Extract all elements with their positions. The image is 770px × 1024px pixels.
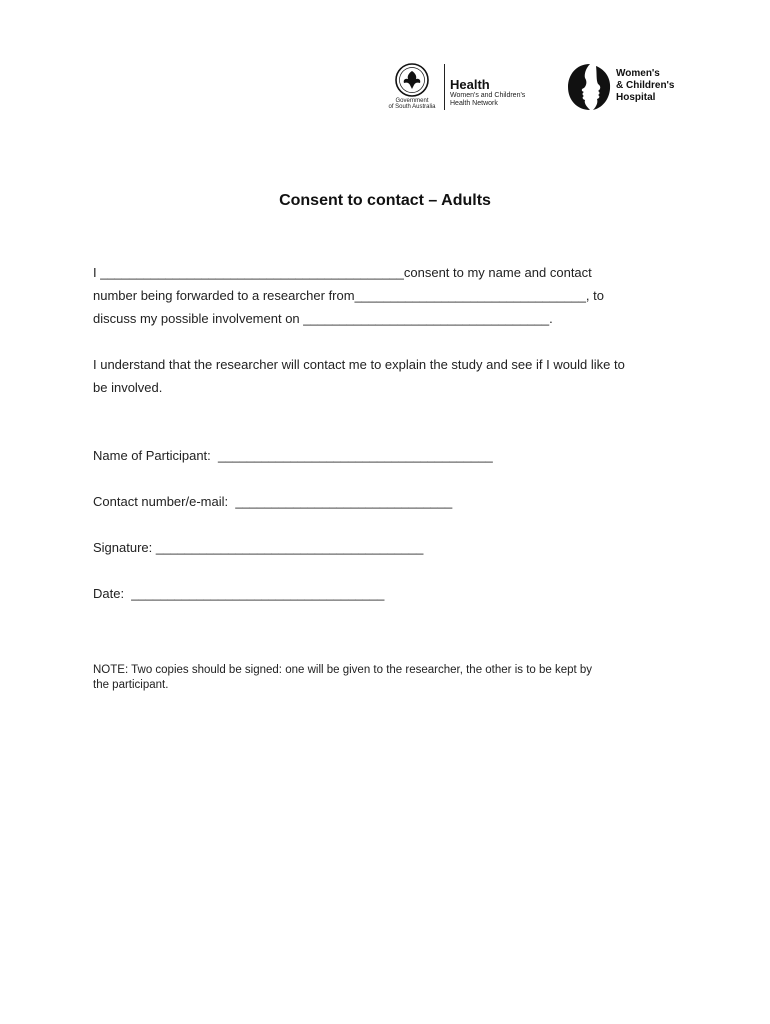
hospital-line2: & Children's (616, 80, 675, 91)
consent-line-1: I __________________________________________consent to my name and contact (93, 265, 592, 280)
understanding-paragraph (93, 353, 693, 399)
consent-paragraph (93, 261, 693, 330)
understanding-line-2: be involved. (93, 380, 163, 395)
logo-divider (444, 64, 445, 110)
health-title: Health (450, 77, 490, 92)
gov-text-line1: Government (395, 98, 429, 104)
understanding-line-1: I understand that the researcher will contact me to explain the study and see if I would like to (93, 357, 625, 372)
hospital-line1: Women's (616, 68, 660, 79)
header-logos (384, 60, 704, 120)
mother-child-profile-icon (566, 62, 612, 112)
participant-name-field[interactable]: Name of Participant: ______________________________________ (93, 448, 493, 463)
consent-line-2: number being forwarded to a researcher from________________________________, to (93, 288, 604, 303)
health-sub-line2: Health Network (450, 100, 498, 107)
contact-field[interactable]: Contact number/e-mail: ______________________________ (93, 494, 453, 509)
womens-childrens-hospital-logo (566, 62, 696, 112)
health-logo-text (450, 78, 525, 108)
government-sa-text (384, 98, 440, 110)
note-line-1: NOTE: Two copies should be signed: one will be given to the researcher, the other is to be kept by (93, 664, 593, 676)
note-text (93, 663, 683, 693)
hospital-name (616, 68, 675, 104)
signature-field[interactable]: Signature: _____________________________________ (93, 540, 424, 555)
hospital-line3: Hospital (616, 92, 656, 103)
gov-text-line2: of South Australia (388, 104, 436, 110)
date-field[interactable]: Date: ___________________________________ (93, 586, 385, 601)
health-sub-line1: Women's and Children's (450, 92, 526, 99)
document-title: Consent to contact – Adults (279, 192, 491, 209)
note-line-2: the participant. (93, 679, 169, 691)
consent-line-3: discuss my possible involvement on __________________________________. (93, 311, 553, 326)
piping-shrike-crest-icon (394, 62, 430, 98)
government-sa-logo (384, 60, 440, 114)
